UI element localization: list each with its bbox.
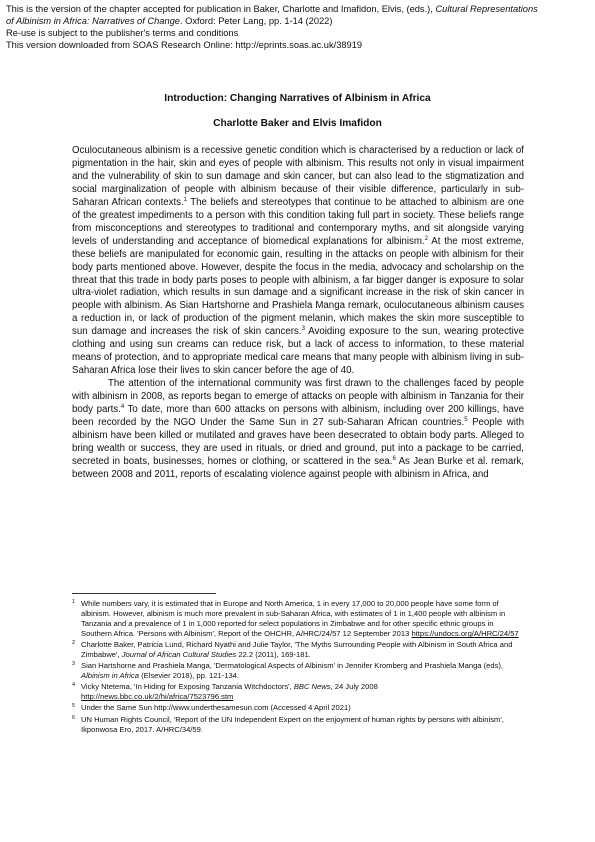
header-line-citation (6, 3, 586, 15)
header-publisher: . Oxford: Peter Lang, pp. 1-14 (2022) (179, 16, 333, 26)
footnote-ref-5[interactable]: 5 (464, 417, 468, 424)
footnote-text: , 24 July 2008 (330, 682, 378, 692)
footnote-ref-4[interactable]: 4 (120, 404, 125, 411)
footnote-2: 2 Charlotte Baker, Patricia Lund, Richard Nyathi and Julie Taylor, 'The Myths Surrounding People with Albinism in South Africa and Zimbabwe', Journal of African Cultural Studies 22.2 (2011), 169-181. (72, 640, 513, 660)
paragraph-2-text: The attention of the international community was first drawn to the challenges faced by people with albinism in 2008, as reports began to emerge of attacks on people with albinism in Tanzania for their body parts. (72, 378, 524, 416)
footnote-text: 22.2 (2011), 169-181. (236, 650, 311, 660)
paragraph-1-text: The beliefs and stereotypes that continue to be attached to albinism are one of the greatest impediments to a person with this condition taking full part in society. These beliefs range from misconceptions and stereotypes to traditional and contemporary myths, and sit alongside varying levels of understanding and acceptance of biomedical explanations for albinism. (72, 196, 524, 247)
footnote-link[interactable]: http://news.bbc.co.uk/2/hi/africa/7523796.stm (81, 692, 234, 702)
footnote-ref-1[interactable]: 1 (183, 196, 188, 203)
header-book-subtitle: of Albinism in Africa: Narratives of Change (6, 16, 180, 26)
paragraph-1 (72, 145, 524, 378)
footnote-1: 1 While numbers vary, it is estimated that in Europe and North America, 1 in every 17,000 to 20,000 people have some form of albinism. However, albinism is much more prevalent in sub-Saharan Africa, with estimates of 1 in 1,400 people with albinism in Tanzania and a prevalence of 1 in 1,000 reported for select populations in Zimbabwe and for other specific ethnic groups in Southern Africa. 'Persons with Albinism', Report of the OHCHR, A/HRC/24/57 12 September 2013 https://undocs.org/A/HRC/24/57 (72, 599, 519, 639)
footnote-book-title: Albinism in Africa (81, 671, 139, 681)
footnote-link[interactable]: https://undocs.org/A/HRC/24/57 (411, 629, 519, 639)
paragraph-2 (72, 378, 524, 482)
footnote-4: 4 Vicky Ntetema, 'In Hiding for Exposing Tanzania Witchdoctors', BBC News, 24 July 2008 http://news.bbc.co.uk/2/hi/africa/7523796.stm (72, 682, 378, 702)
repository-header (6, 3, 586, 51)
footnote-ref-2[interactable]: 2 (424, 235, 428, 242)
paragraph-1-text: At the most extreme, these beliefs are manipulated for economic gain, resulting in the attacks on people with albinism for their body parts mentioned above. However, despite the focus in the media, advocacy and scholarship on the threat that this trade in body parts poses to people with albinism, a far bigger danger is exposure to solar ultra-violet radiation, which results in sun damage and a significant increase in the risk of skin cancer in people with albinism. As Sian Hartshorne and Prashiela Manga remark, oculocutaneous albinism causes a reduction in, or lack of production of the pigment melanin, which makes the skin more susceptible to sun damage and increases the risk of skin cancers. (72, 235, 524, 338)
chapter-authors: Charlotte Baker and Elvis Imafidon (213, 118, 382, 129)
footnote-6: 6 UN Human Rights Council, 'Report of the UN Independent Expert on the enjoyment of human rights by persons with albinism', Ikponwosa Ero, 2017. A/HRC/34/59. (72, 714, 504, 734)
footnote-5: 5 Under the Same Sun http://www.underthesamesun.com (Accessed 4 April 2021) (72, 703, 351, 713)
footnote-separator (72, 593, 216, 594)
footnote-journal-title: Journal of African Cultural Studies (121, 650, 237, 660)
header-reuse-note: Re-use is subject to the publisher's terms and conditions (6, 28, 239, 38)
paragraph-2-text: To date, more than 600 attacks on persons with albinism, including over 200 killings, have been recorded by the NGO Under the Same Sun in 27 sub-Saharan African countries. (72, 404, 524, 429)
header-citation-text: This is the version of the chapter accepted for publication in Baker, Charlotte and Imafidon, Elvis, (eds.), (6, 4, 436, 14)
body-text (72, 145, 524, 482)
footnote-text: UN Human Rights Council, 'Report of the UN Independent Expert on the enjoyment of human rights by persons with albinism', Ikponwosa Ero, 2017. A/HRC/34/59. (81, 714, 504, 734)
chapter-title: Introduction: Changing Narratives of Albinism in Africa (164, 93, 431, 104)
paragraph-2-text: People with albinism have been killed or mutilated and graves have been desecrated to obtain body parts. Alleged to bring wealth or success, they are used in rituals, or dried and ground, put into a package to be carried, secreted in boats, businesses, homes or clothing, or scattered in the sea. (72, 417, 524, 467)
header-download-note: This version downloaded from SOAS Research Online: http://eprints.soas.ac.uk/38919 (6, 40, 363, 50)
paragraph-1-text: Oculocutaneous albinism is a recessive genetic condition which is characterised by a reduction or lack of pigmentation in the hair, skin and eyes of people with albinism. This results not only in visual impairment and the vulnerability of skin to sun damage and skin cancer, but can also lead to the stigmatization and social marginalization of people with albinism because of their visible difference, particularly in sub-Saharan African contexts. (72, 145, 524, 208)
footnote-text: While numbers vary, it is estimated that in Europe and North America, 1 in every 17,000 to 20,000 people have some form of albinism. However, albinism is much more prevalent in sub-Saharan Africa, with estimates of 1 in 1,400 people with albinism in Tanzania and a prevalence of 1 in 1,000 reported for select populations in Zimbabwe and for other specific ethnic groups in Southern Africa. 'Persons with Albinism', Report of the OHCHR, A/HRC/24/57 12 September 2013 (81, 599, 506, 639)
footnote-3: 3 Sian Hartshorne and Prashiela Manga, 'Dermatological Aspects of Albinism' in Jennifer Kromberg and Prashiela Manga (eds), Albinism in Africa (Elsevier 2018), pp. 121-134. (72, 661, 504, 681)
paragraph-2-text: As Jean Burke et al. remark, between 2008 and 2011, reports of escalating violence against people with albinism in Africa, and (72, 455, 524, 480)
header-line-citation-cont (6, 15, 586, 27)
footnote-text: Sian Hartshorne and Prashiela Manga, 'Dermatological Aspects of Albinism' in Jennifer Kromberg and Prashiela Manga (eds), (81, 661, 504, 671)
footnote-source-title: BBC News (293, 682, 331, 692)
footnote-text: (Elsevier 2018), pp. 121-134. (138, 671, 240, 681)
footnote-ref-3[interactable]: 3 (301, 326, 305, 333)
footnote-text: Under the Same Sun http://www.underthesamesun.com (Accessed 4 April 2021) (81, 703, 351, 713)
footnotes (72, 599, 524, 736)
footnote-text: Vicky Ntetema, 'In Hiding for Exposing Tanzania Witchdoctors', (81, 682, 294, 692)
footnote-text: Charlotte Baker, Patricia Lund, Richard Nyathi and Julie Taylor, 'The Myths Surrounding People with Albinism in South Africa and Zimbabwe', (81, 640, 513, 660)
paragraph-1-text: Avoiding exposure to the sun, wearing protective clothing and using sun creams can reduce risk, but a lack of access to information, to these material means of protection, and to appropriate medical care means that many people with albinism living in sub-Saharan Africa lose their lives to skin cancer before the age of 40. (72, 326, 524, 377)
header-book-title: Cultural Representations (435, 4, 538, 14)
footnote-ref-6[interactable]: 6 (392, 455, 396, 462)
